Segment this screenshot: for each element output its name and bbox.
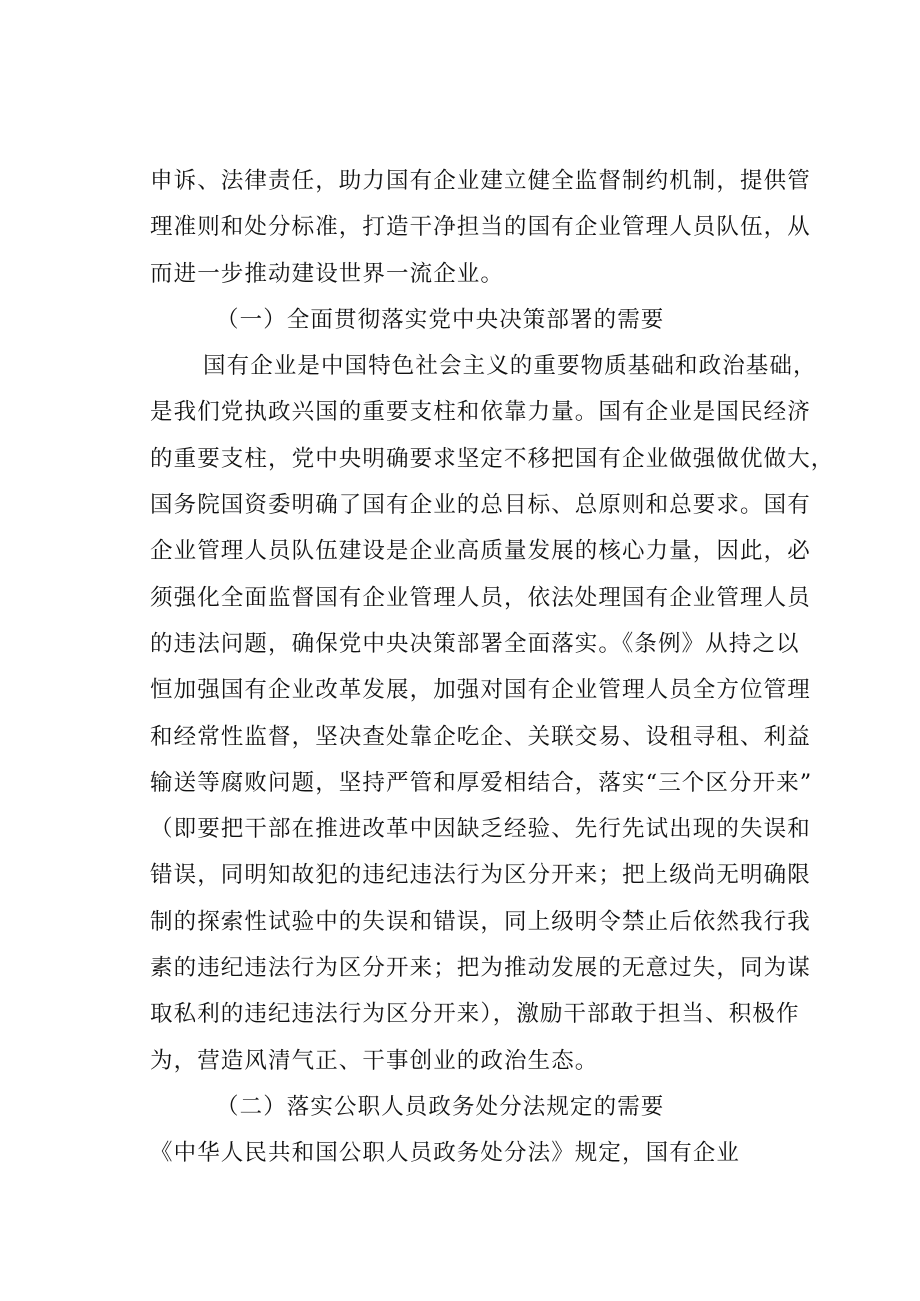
text-line-15: （即要把干部在推进改革中因缺乏经验、先行先试出现的失误和 (150, 816, 811, 843)
text-line-17: 制的探索性试验中的失误和错误，同上级明令禁止后依然我行我 (150, 908, 811, 935)
text-line-6: 是我们党执政兴国的重要支柱和依靠力量。国有企业是国民经济 (150, 399, 811, 426)
text-line-7: 的重要支柱，党中央明确要求坚定不移把国有企业做强做优做大， (150, 445, 835, 472)
text-line-22: 《中华人民共和国公职人员政务处分法》规定，国有企业 (150, 1140, 741, 1167)
text-line-19: 取私利的违纪违法行为区分开来），激励干部敢于担当、积极作 (150, 1001, 800, 1028)
text-line-13: 和经常性监督，坚决查处靠企吃企、关联交易、设租寻租、利益 (150, 723, 811, 750)
text-line-3: 而进一步推动建设世界一流企业。 (150, 260, 505, 287)
text-line-12: 恒加强国有企业改革发展，加强对国有企业管理人员全方位管理 (150, 677, 811, 704)
text-line-16: 错误，同明知故犯的违纪违法行为区分开来；把上级尚无明确限 (150, 862, 811, 889)
text-line-11: 的违法问题，确保党中央决策部署全面落实。《条例》从持之以 (150, 630, 800, 657)
text-line-10: 须强化全面监督国有企业管理人员，依法处理国有企业管理人员 (150, 584, 811, 611)
text-line-1: 申诉、法律责任，助力国有企业建立健全监督制约机制，提供管 (150, 168, 811, 194)
text-line-14: 输送等腐败问题，坚持严管和厚爱相结合，落实“三个区分开来” (150, 769, 813, 796)
text-line-9: 企业管理人员队伍建设是企业高质量发展的核心力量，因此，必 (150, 538, 811, 565)
document-body (150, 158, 835, 1177)
section-heading-1: （一）全面贯彻落实党中央决策部署的需要 (216, 306, 665, 333)
text-line-5: 国有企业是中国特色社会主义的重要物质基础和政治基础， (203, 353, 817, 380)
text-line-20: 为，营造风清气正、干事创业的政治生态。 (150, 1047, 599, 1074)
text-line-8: 国务院国资委明确了国有企业的总目标、总原则和总要求。国有 (150, 492, 811, 519)
text-line-18: 素的违纪违法行为区分开来；把为推动发展的无意过失，同为谋 (150, 955, 811, 982)
section-heading-2: （二）落实公职人员政务处分法规定的需要 (216, 1093, 665, 1120)
text-line-2: 理准则和处分标准，打造干净担当的国有企业管理人员队伍，从 (150, 214, 811, 241)
